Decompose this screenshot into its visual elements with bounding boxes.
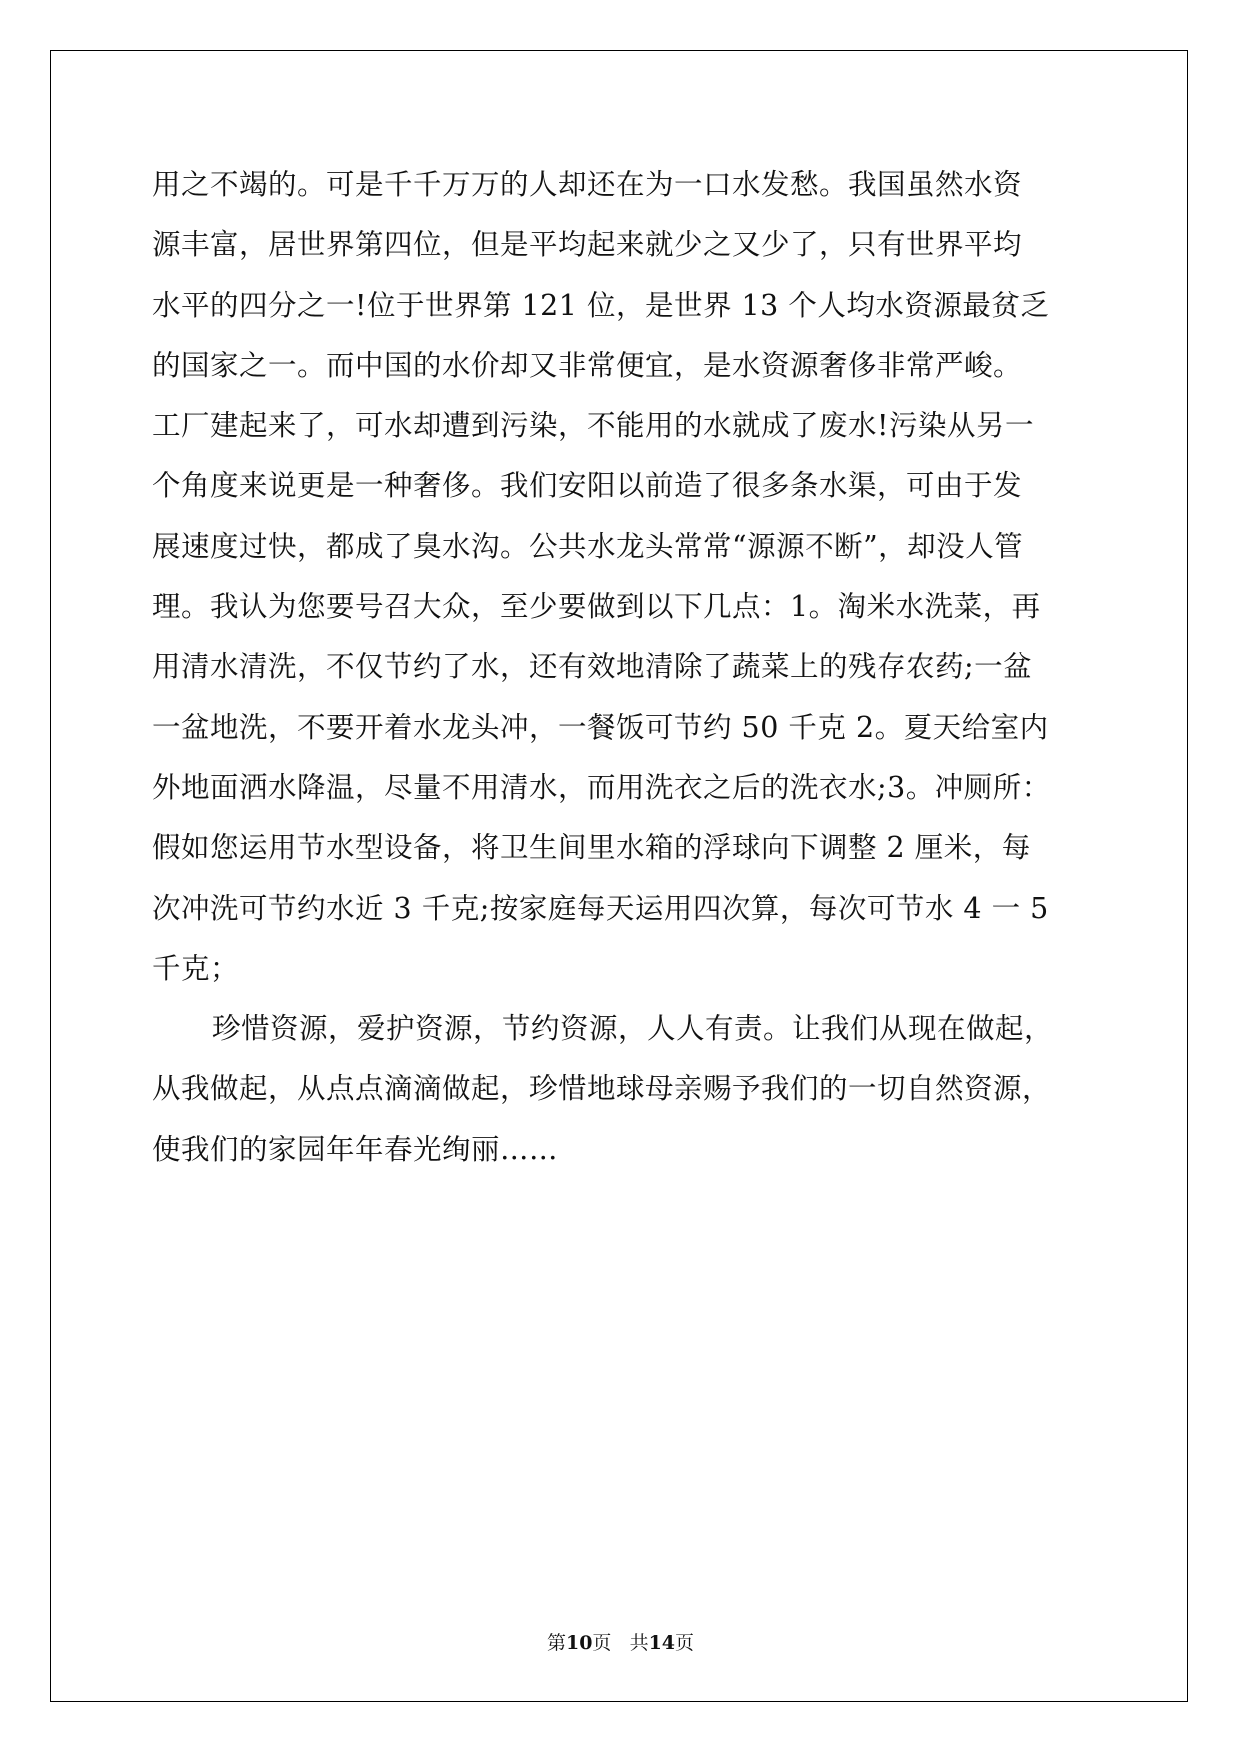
text-line: 水平的四分之一!位于世界第 121 位，是世界 13 个人均水资源最贫乏: [152, 288, 1050, 322]
text-line: 假如您运用节水型设备，将卫生间里水箱的浮球向下调整 2 厘米，每: [152, 831, 1031, 865]
total-page-number: 14: [648, 1632, 676, 1654]
paragraph-2: [152, 999, 1092, 1180]
text-line: 一盆地洗，不要开着水龙头冲，一餐饭可节约 50 千克 2。夏天给室内: [152, 710, 1049, 744]
text-line: 外地面洒水降温，尽量不用清水，而用洗衣之后的洗衣水;3。冲厕所：: [152, 770, 1051, 804]
text-line: 珍惜资源，爱护资源，节约资源，人人有责。让我们从现在做起，: [212, 1012, 1054, 1046]
text-line: 展速度过快，都成了臭水沟。公共水龙头常常“源源不断”，却没人管: [152, 529, 1024, 563]
footer-prefix: 第: [546, 1632, 566, 1654]
text-line: 用之不竭的。可是千千万万的人却还在为一口水发愁。我国虽然水资: [152, 168, 1023, 201]
text-line: 千克；: [152, 951, 240, 985]
footer-total-prefix: 共: [629, 1632, 649, 1654]
current-page-number: 10: [565, 1632, 593, 1654]
text-line: 理。我认为您要号召大众，至少要做到以下几点：1。淘米水洗菜，再: [152, 590, 1041, 624]
document-body: [152, 155, 1092, 1180]
text-line: 源丰富，居世界第四位，但是平均起来就少之又少了，只有世界平均: [152, 228, 1023, 262]
text-line: 次冲洗可节约水近 3 千克;按家庭每天运用四次算，每次可节水 4 一 5: [152, 891, 1049, 925]
text-line: 的国家之一。而中国的水价却又非常便宜，是水资源奢侈非常严峻。: [152, 348, 1023, 382]
text-line: 工厂建起来了，可水却遭到污染，不能用的水就成了废水!污染从另一: [152, 409, 1034, 443]
footer-page-suffix: 页: [592, 1632, 612, 1654]
text-line: 使我们的家园年年春光绚丽……: [152, 1132, 559, 1166]
paragraph-1: [152, 155, 1092, 999]
text-line: 从我做起，从点点滴滴做起，珍惜地球母亲赐予我们的一切自然资源，: [152, 1072, 1052, 1106]
text-line: 用清水清洗，不仅节约了水，还有效地清除了蔬菜上的残存农药;一盆: [152, 650, 1033, 684]
text-line: 个角度来说更是一种奢侈。我们安阳以前造了很多条水渠，可由于发: [152, 469, 1023, 503]
page-footer: [0, 1628, 1241, 1655]
footer-total-suffix: 页: [675, 1632, 695, 1654]
